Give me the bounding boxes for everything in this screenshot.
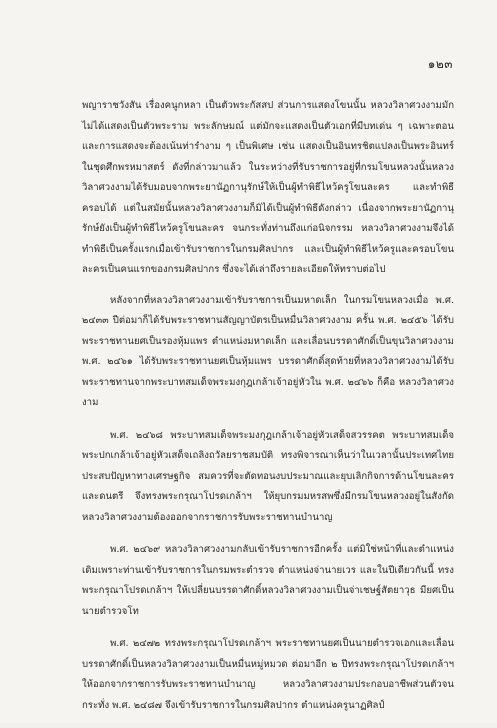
paragraph-1: พญาราชวังสัน เรื่องคนูกหลา เป็นตัวพระกัสสป ส่วนการแสดงโขนนั้น หลวงวิลาศวงงามมักไม่ได้แสดงเป็นตัวพระราม พระลักษมณ์ แต่มักจะแสดงเป็นตัวเอกที่มีบทเด่น ๆ เฉพาะตอนและการแสดงจะต้องเน้นท่ารำงาม ๆ เป็นพิเศษ เช่น แสดงเป็นอินทรชิตแปลงเป็นพระอินทร์ ในชุดศึกพรหมาสตร์ ดังที่กล่าวมาแล้ว ในระหว่างที่รับราชการอยู่ที่กรมโขนหลวงนั้นหลวงวิลาศวงงามได้รับมอบจากพระยานัฏกานุรักษ์ให้เป็นผู้ทำพิธีไหว้ครูโขนละคร และทำพิธีครอบได้ แต่ในสมัยนั้นหลวงวิลาศวงงามก็มิได้เป็นผู้ทำพิธีดังกล่าว เนื่องจากพระยานัฏกานุรักษ์ยังเป็นผู้ทำพิธีไหว้ครูโขนละคร จนกระทั่งท่านถึงแก่อนิจกรรม หลวงวิลาศวงงามจึงได้ทำพิธีเป็นครั้งแรกเมื่อเข้ารับราชการในกรมศิลปากร และเป็นผู้ทำพิธีไหว้ครูและครอบโขนละครเป็นคนแรกของกรมศิลปากร ซึ่งจะได้เล่าถึงรายละเอียดให้ทราบต่อไป [82, 100, 454, 275]
paragraph-4: พ.ศ. ๒๔๖๙ หลวงวิลาศวงงามกลับเข้ารับราชการอีกครั้ง แต่มิใช่หน้าที่และตำแหน่งเดิมเพราะท่านเข้ารับราชการในกรมพระตำรวจ ตำแหน่งจ่านายเวร และในปีเดียวกันนี้ ทรงพระกรุณาโปรดเกล้าฯ ให้เปลี่ยนบรรดาศักดิ์หลวงวิลาศวงงามเป็นจ่าเชษฐ์สัตยาวุธ มียศเป็นนายตำรวจโท [82, 544, 454, 617]
paragraph-5: พ.ศ. ๒๔๗๒ ทรงพระกรุณาโปรดเกล้าฯ พระราชทานยศเป็นนายตำรวจเอกและเลื่อนบรรดาศักดิ์เป็นหลวงวิลาศวงงามเป็นหมื่นหมู่หมวด ต่อมาอีก ๒ ปีทรงพระกรุณาโปรดเกล้าฯ ให้ออกจากราชการรับพระราชทานบำนาญ หลวงวิลาศวงงามประกอบอาชีพส่วนตัวจนกระทั่ง พ.ศ. ๒๔๘๗ จึงเข้ารับราชการในกรมศิลปากร ตำแหน่งครูนาฏศิลป์ [82, 638, 454, 711]
page-number: ๑๒๓ [427, 57, 453, 71]
paragraph-2: หลังจากที่หลวงวิลาศวงงามเข้ารับราชการเป็นมหาดเล็ก ในกรมโขนหลวงเมื่อ พ.ศ. ๒๔๓๓ ปีต่อมาก็ได้รับพระราชทานสัญญาบัตรเป็นหมื่นวิลาศวงงาม ครั้น พ.ศ. ๒๔๕๖ ได้รับพระราชทานยศเป็นรองหุ้มแพร ตำแหน่งมหาดเล็ก และเลื่อนบรรดาศักดิ์เป็นขุนวิลาศวงงาม พ.ศ. ๒๔๖๑ ได้รับพระราชทานยศเป็นหุ้มแพร บรรดาศักดิ์สุดท้ายที่หลวงวิลาศวงงามได้รับพระราชทานจากพระบาทสมเด็จพระมงกุฎเกล้าเจ้าอยู่หัวใน พ.ศ. ๒๔๖๖ ก็คือ หลวงวิลาศวงงาม [82, 294, 454, 408]
document-body [82, 96, 454, 728]
paragraph-3: พ.ศ. ๒๔๖๘ พระบาทสมเด็จพระมงกุฎเกล้าเจ้าอยู่หัวเสด็จสวรรคต พระบาทสมเด็จพระปกเกล้าเจ้าอยู่หัวเสด็จเถลิงถวัลยราชสมบัติ ทรงพิจารณาเห็นว่าในเวลานั้นประเทศไทยประสบปัญหาทางเศรษฐกิจ สมควรที่จะตัดทอนงบประมาณและยุบเลิกกิจการด้านโขนละครและดนตรี จึงทรงพระกรุณาโปรดเกล้าฯ ให้ยุบกรมมหรสพซึ่งมีกรมโขนหลวงอยู่ในสังกัด หลวงวิลาศวงงามต้องออกจากราชการรับพระราชทานบำนาญ [82, 429, 454, 523]
